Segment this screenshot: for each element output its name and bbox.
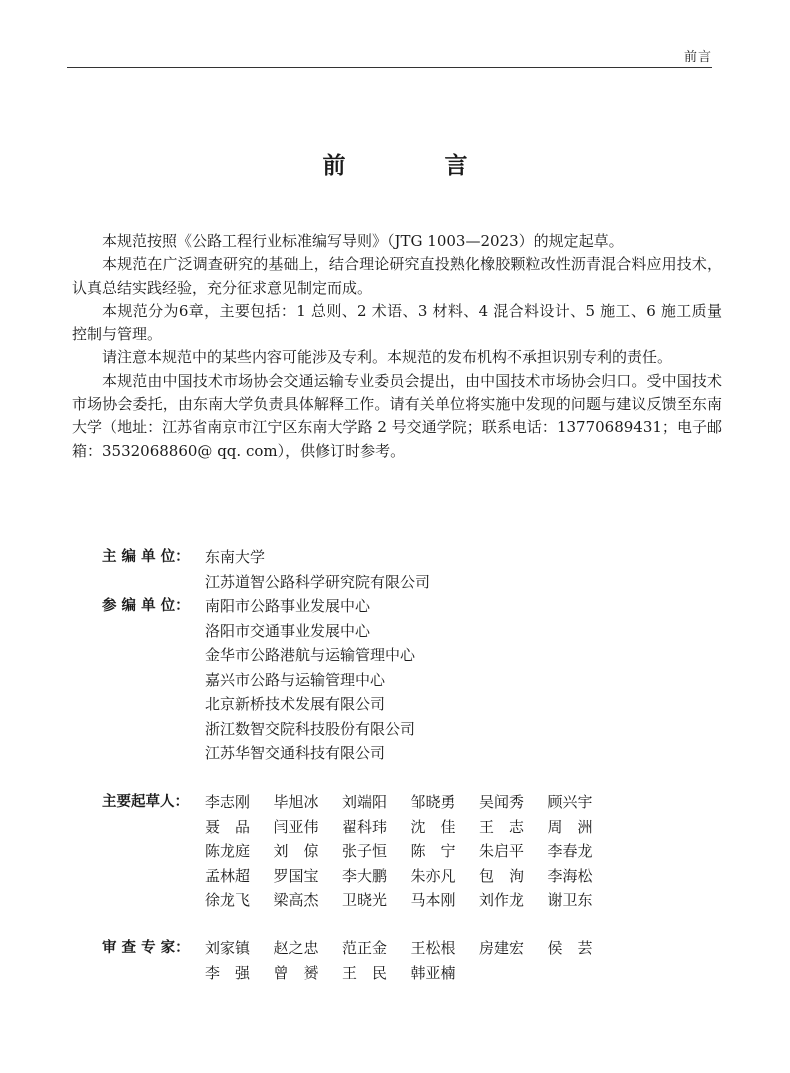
person-name: 曾 赟 bbox=[273, 963, 319, 982]
unit-item: 江苏华智交通科技有限公司 bbox=[205, 744, 386, 762]
drafters-names bbox=[205, 790, 616, 913]
preface-body bbox=[72, 230, 722, 463]
chief-units-list bbox=[205, 545, 430, 594]
person-name: 王 志 bbox=[479, 817, 525, 836]
person-name: 徐龙飞 bbox=[205, 891, 251, 910]
page-title: 前 言 bbox=[322, 153, 506, 179]
person-name: 刘家镇 bbox=[205, 939, 251, 957]
person-name: 张子恒 bbox=[342, 842, 388, 861]
name-row bbox=[205, 839, 616, 864]
name-row bbox=[205, 790, 616, 815]
preface-paragraph: 请注意本规范中的某些内容可能涉及专利。本规范的发布机构不承担识别专利的责任。 bbox=[102, 348, 673, 367]
name-row bbox=[205, 815, 616, 840]
running-header: 前言 bbox=[683, 50, 712, 65]
person-name: 吴闻秀 bbox=[479, 793, 525, 811]
name-row bbox=[205, 936, 616, 961]
unit-item: 东南大学 bbox=[205, 548, 266, 566]
reviewers-names bbox=[205, 936, 616, 985]
unit-item: 北京新桥技术发展有限公司 bbox=[205, 695, 386, 713]
preface-paragraph: 本规范由中国技术市场协会交通运输专业委员会提出，由中国技术市场协会归口。受中国技术市场协会委托，由东南大学负责具体解释工作。请有关单位将实施中发现的问题与建议反馈至东南大学（地址：江苏省南京市江宁区东南大学路 2 号交通学院；联系电话：13770689431；电子邮箱：3532068860@ qq. com），供修订时参考。 bbox=[72, 371, 722, 460]
person-name: 刘 倞 bbox=[273, 842, 319, 861]
person-name: 沈 佳 bbox=[410, 817, 456, 836]
person-name: 孟林超 bbox=[205, 866, 251, 885]
person-name: 聂 品 bbox=[205, 817, 251, 836]
person-name: 卫晓光 bbox=[342, 891, 388, 910]
person-name: 王 民 bbox=[342, 963, 388, 982]
drafters-label: 主要起草人： bbox=[102, 794, 189, 810]
reviewers-label: 审 查 专 家： bbox=[102, 940, 190, 956]
person-name: 周 洲 bbox=[547, 817, 593, 836]
person-name: 李海松 bbox=[547, 866, 593, 885]
person-name: 朱亦凡 bbox=[410, 866, 456, 885]
person-name: 陈 宁 bbox=[410, 842, 456, 861]
unit-item: 嘉兴市公路与运输管理中心 bbox=[205, 670, 386, 689]
person-name: 韩亚楠 bbox=[410, 963, 456, 982]
unit-item: 浙江数智交院科技股份有限公司 bbox=[205, 719, 416, 738]
person-name: 李春龙 bbox=[547, 842, 593, 861]
chief-units-label: 主 编 单 位： bbox=[102, 549, 190, 565]
person-name: 罗国宝 bbox=[273, 866, 319, 885]
name-row bbox=[205, 888, 616, 913]
person-name: 李大鹏 bbox=[342, 866, 388, 885]
person-name: 马本刚 bbox=[410, 891, 456, 910]
person-name: 闫亚伟 bbox=[273, 817, 319, 836]
name-row bbox=[205, 864, 616, 889]
person-name: 毕旭冰 bbox=[273, 793, 319, 811]
person-name: 谢卫东 bbox=[547, 891, 593, 910]
person-name: 顾兴宇 bbox=[547, 793, 593, 811]
preface-paragraph: 本规范分为6章，主要包括：1 总则、2 术语、3 材料、4 混合料设计、5 施工、6 施工质量控制与管理。 bbox=[72, 301, 722, 344]
person-name: 刘作龙 bbox=[479, 891, 525, 910]
unit-item: 南阳市公路事业发展中心 bbox=[205, 597, 371, 615]
person-name: 房建宏 bbox=[479, 939, 525, 957]
name-row bbox=[205, 961, 616, 986]
person-name: 王松根 bbox=[410, 939, 456, 957]
person-name: 朱启平 bbox=[479, 842, 525, 861]
unit-item: 金华市公路港航与运输管理中心 bbox=[205, 646, 416, 664]
person-name: 赵之忠 bbox=[273, 939, 319, 957]
person-name: 包 洵 bbox=[479, 866, 525, 885]
unit-item: 洛阳市交通事业发展中心 bbox=[205, 621, 371, 640]
participating-units-list bbox=[205, 594, 415, 766]
person-name: 陈龙庭 bbox=[205, 842, 251, 861]
person-name: 范正金 bbox=[342, 939, 388, 957]
preface-paragraph: 本规范在广泛调查研究的基础上，结合理论研究直投熟化橡胶颗粒改性沥青混合料应用技术，认真总结实践经验，充分征求意见制定而成。 bbox=[72, 255, 722, 297]
person-name: 李 强 bbox=[205, 963, 251, 982]
header-divider bbox=[67, 67, 712, 68]
unit-item: 江苏道智公路科学研究院有限公司 bbox=[205, 572, 431, 591]
person-name: 刘端阳 bbox=[342, 793, 388, 811]
person-name: 李志刚 bbox=[205, 793, 251, 811]
person-name: 翟科玮 bbox=[342, 817, 388, 836]
person-name: 梁高杰 bbox=[273, 891, 319, 910]
participating-units-label: 参 编 单 位： bbox=[102, 598, 190, 614]
preface-paragraph: 本规范按照《公路工程行业标准编写导则》（JTG 1003—2023）的规定起草。 bbox=[102, 232, 624, 250]
person-name: 邹晓勇 bbox=[410, 793, 456, 811]
person-name: 侯 芸 bbox=[547, 939, 593, 957]
